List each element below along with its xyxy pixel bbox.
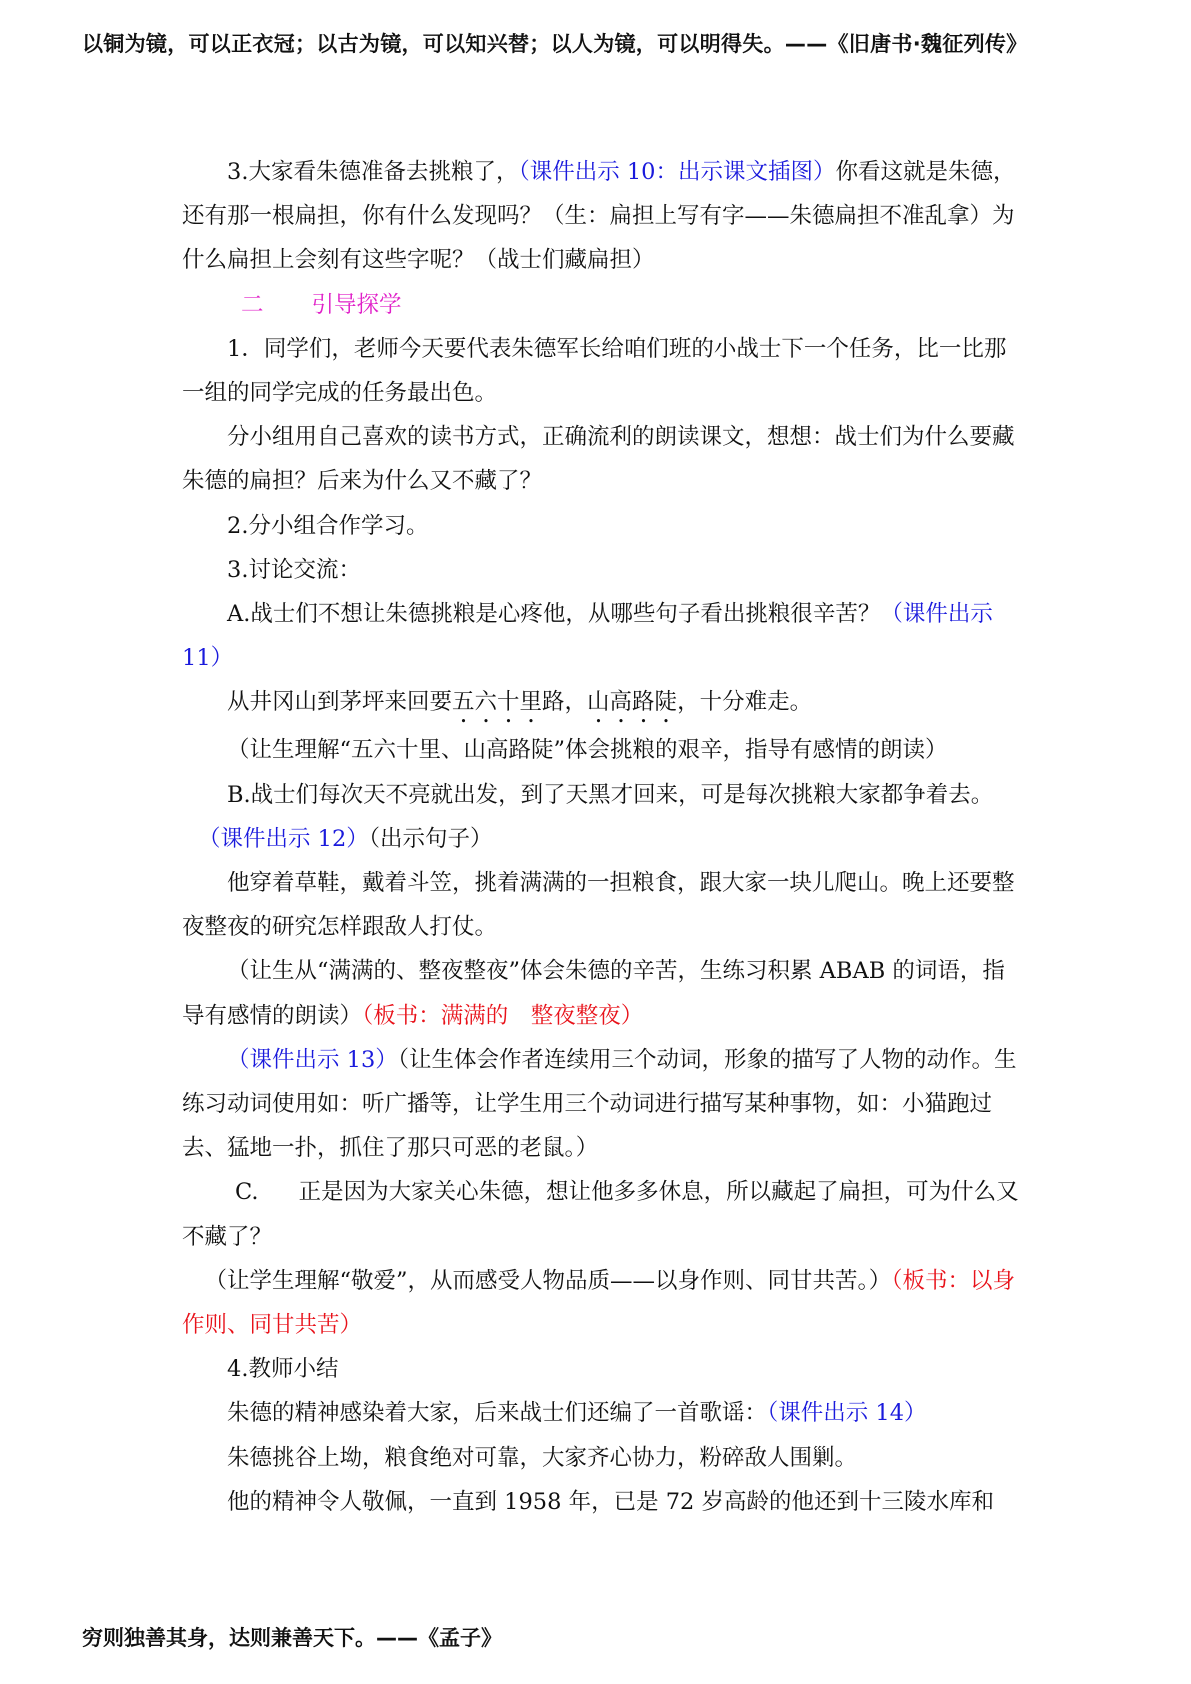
paragraph-text: 朱德的精神感染着大家，后来战士们还编了一首歌谣：: [227, 1400, 768, 1427]
courseware-note: （课件出示 12）: [198, 825, 369, 852]
paragraph-summary-title: 4.教师小结: [227, 1356, 339, 1383]
courseware-note: （课件出示 14）: [767, 1400, 927, 1427]
quoted-passage: 他穿着草鞋，戴着斗笠，挑着满满的一担粮食，跟大家一块儿爬山。晚上还要整夜整夜的研究怎样跟敌人打仗。: [182, 870, 1015, 941]
paragraph-point-c: [182, 1170, 1026, 1258]
paragraph-text: 你看这就是朱德，还有那一根扁担，你有什么发现吗？（生：扁担上写有字——朱德扁担不准乱拿）为什么扁担上会刻有这些字呢？（战士们藏扁担）: [182, 159, 1016, 274]
paragraph-verbs: [182, 1038, 1026, 1171]
header-quote: 以铜为镜，可以正衣冠；以古为镜，可以知兴替；以人为镜，可以明得失。——《旧唐书·魏征列传》: [82, 32, 1028, 56]
song-lyrics: 朱德挑谷上坳，粮食绝对可靠，大家齐心协力，粉碎敌人围剿。: [227, 1444, 858, 1471]
courseware-note: （课件出示 11）: [182, 601, 993, 672]
footer-quote: 穷则独善其身，达则兼善天下。——《孟子》: [82, 1626, 502, 1650]
sentence-part: 路，: [542, 689, 588, 716]
sentence-part: ，十分难走。: [677, 689, 813, 716]
paragraph-text: 正是因为大家关心朱德，想让他多多休息，所以藏起了扁担，可为什么又不藏了？: [182, 1179, 1019, 1250]
paragraph-point-a: [182, 592, 1026, 680]
paragraph-group-study: 2.分小组合作学习。: [227, 512, 429, 539]
paragraph-courseware-12: [182, 817, 1026, 861]
paragraph-abab: [182, 949, 1026, 1037]
section-number: 二: [241, 291, 264, 318]
paragraph-text: （让生从“满满的、整夜整夜”体会朱德的辛苦，生练习积累 ABAB 的词语，指导有感情的朗读）: [182, 958, 1005, 1029]
paragraph-song-intro: [182, 1391, 1026, 1435]
emphasized-phrase: 五六十里: [452, 689, 543, 716]
courseware-note: （课件出示 10：出示课文插图）: [518, 159, 836, 185]
paragraph-text: 3.大家看朱德准备去挑粮了，: [227, 159, 519, 185]
paragraph-illustration: [182, 150, 1026, 283]
courseware-note: （课件出示 13）: [227, 1046, 398, 1073]
paragraph-text: （出示句子）: [368, 825, 493, 852]
paragraph-point-b: B.战士们每次天不亮就出发，到了天黑才回来，可是每次挑粮大家都争着去。: [227, 781, 994, 808]
paragraph-task: 1．同学们，老师今天要代表朱德军长给咱们班的小战士下一个任务，比一比那一组的同学完成的任务最出色。: [182, 335, 1007, 407]
document-body: [182, 150, 1026, 1524]
paragraph-text: （让生体会作者连续用三个动词，形象的描写了人物的动作。生练习动词使用如：听广播等，让学生用三个动词进行描写某种事物，如：小猫跑过去、猛地一扑，抓住了那只可恶的老鼠。）: [182, 1046, 1017, 1162]
paragraph-guidance: （让生理解“五六十里、山高路陡”体会挑粮的艰辛，指导有感情的朗读）: [227, 737, 948, 764]
blackboard-note: （板书：以身作则、同甘共苦）: [182, 1267, 1016, 1339]
emphasized-phrase: 山高路陡: [587, 689, 678, 716]
section-title: 引导探学: [311, 291, 402, 318]
paragraph-discussion: 3.讨论交流：: [227, 556, 361, 583]
point-label: C.: [235, 1179, 259, 1206]
paragraph-text: （让学生理解“敬爱”，从而感受人物品质——以身作则、同甘共苦。）: [204, 1267, 892, 1294]
section-heading: [182, 283, 1026, 327]
paragraph-1958: 他的精神令人敬佩，一直到 1958 年，已是 72 岁高龄的他还到十三陵水库和: [227, 1488, 995, 1515]
paragraph-respect: [182, 1259, 1026, 1347]
blackboard-note: （板书：满满的 整夜整夜）: [362, 1002, 644, 1029]
paragraph-text: A.战士们不想让朱德挑粮是心疼他，从哪些句子看出挑粮很辛苦？: [227, 601, 881, 628]
paragraph-group-reading: 分小组用自己喜欢的读书方式，正确流利的朗读课文，想想：战士们为什么要藏朱德的扁担？后来为什么又不藏了？: [182, 424, 1015, 495]
quoted-sentence: [182, 680, 1026, 728]
sentence-part: 从井冈山到茅坪来回要: [227, 689, 453, 716]
